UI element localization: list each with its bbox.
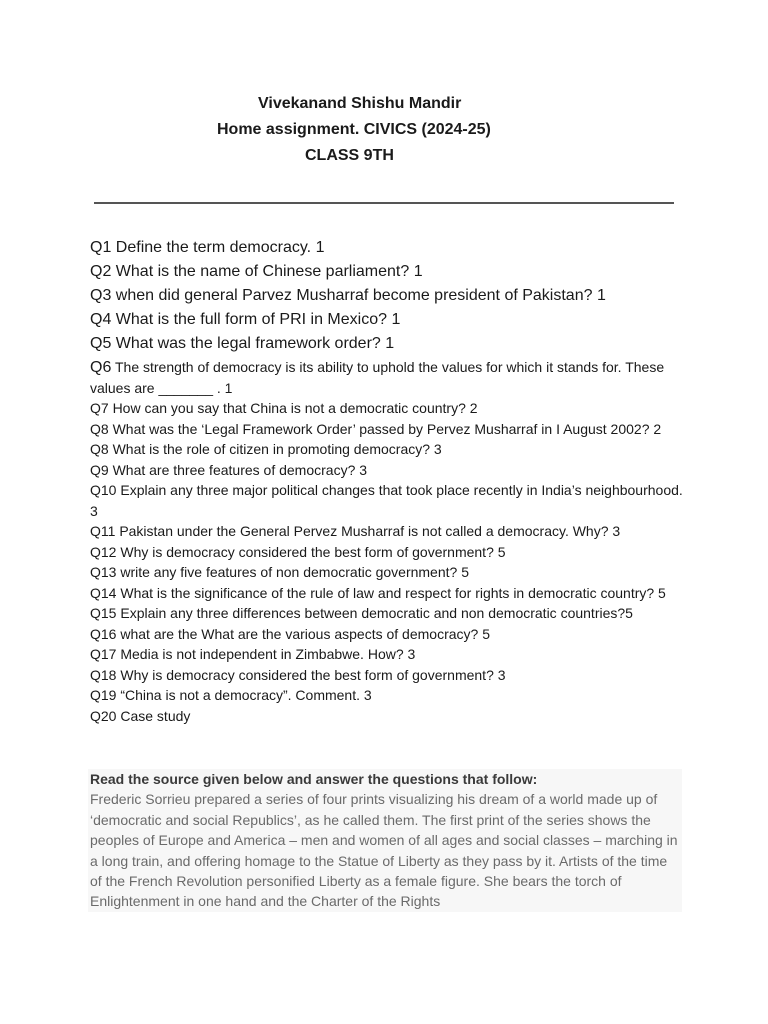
assignment-title: Home assignment. CIVICS (2024-25) [217,121,491,138]
question-q4: Q4 What is the full form of PRI in Mexico? 1 [90,311,401,328]
question-q19: Q19 “China is not a democracy”. Comment. 3 [90,687,372,703]
question-q17: Q17 Media is not independent in Zimbabwe. How? 3 [90,646,416,662]
question-q2: Q2 What is the name of Chinese parliament? 1 [90,263,423,280]
question-list [90,236,690,726]
question-q6-number: Q6 [90,359,112,376]
question-q18: Q18 Why is democracy considered the best form of government? 3 [90,666,506,683]
question-q8b: Q8 What is the role of citizen in promoting democracy? 3 [90,441,442,457]
question-q9: Q9 What are three features of democracy? 3 [90,461,368,478]
question-q11: Q11 Pakistan under the General Pervez Musharraf is not called a democracy. Why? 3 [90,523,621,539]
class-label: CLASS 9TH [305,147,394,164]
question-q13: Q13 write any five features of non democratic government? 5 [90,564,469,580]
question-q14: Q14 What is the significance of the rule of law and respect for rights in democratic country? 5 [90,584,666,601]
question-q20: Q20 Case study [90,707,191,724]
question-q6 [90,357,690,398]
question-q3: Q3 when did general Parvez Musharraf become president of Pakistan? 1 [90,287,606,304]
divider-line [94,202,674,204]
question-q8a: Q8 What was the ‘Legal Framework Order’ passed by Pervez Musharraf in I August 2002? 2 [90,420,662,437]
school-name: Vivekanand Shishu Mandir [258,95,462,112]
question-q10: Q10 Explain any three major political changes that took place recently in India’s neighbourhood. 3 [90,482,683,519]
source-text: Frederic Sorrieu prepared a series of four prints visualizing his dream of a world made up of ‘democratic and social Republics’, as he called them. The first print of the series shows the peoples of Europe and America – men and women of all ages and social classes – marching in a long train, and offering homage to the Statue of Liberty as they pass by it. Artists of the time of the French Revolution personified Liberty as a female figure. She bears the torch of Enlightenment in one hand and the Charter of the Rights [90,791,678,910]
case-study-source [88,769,682,912]
question-q7: Q7 How can you say that China is not a democratic country? 2 [90,400,478,416]
question-q6-text: The strength of democracy is its ability to uphold the values for which it stands for. These values are _______ . 1 [90,359,665,396]
question-q12: Q12 Why is democracy considered the best form of government? 5 [90,543,506,560]
question-q5: Q5 What was the legal framework order? 1 [90,335,395,352]
question-q1: Q1 Define the term democracy. 1 [90,239,325,256]
question-q15: Q15 Explain any three differences between democratic and non democratic countries?5 [90,605,633,621]
question-q16: Q16 what are the What are the various aspects of democracy? 5 [90,625,490,642]
source-heading: Read the source given below and answer the questions that follow: [90,771,538,787]
